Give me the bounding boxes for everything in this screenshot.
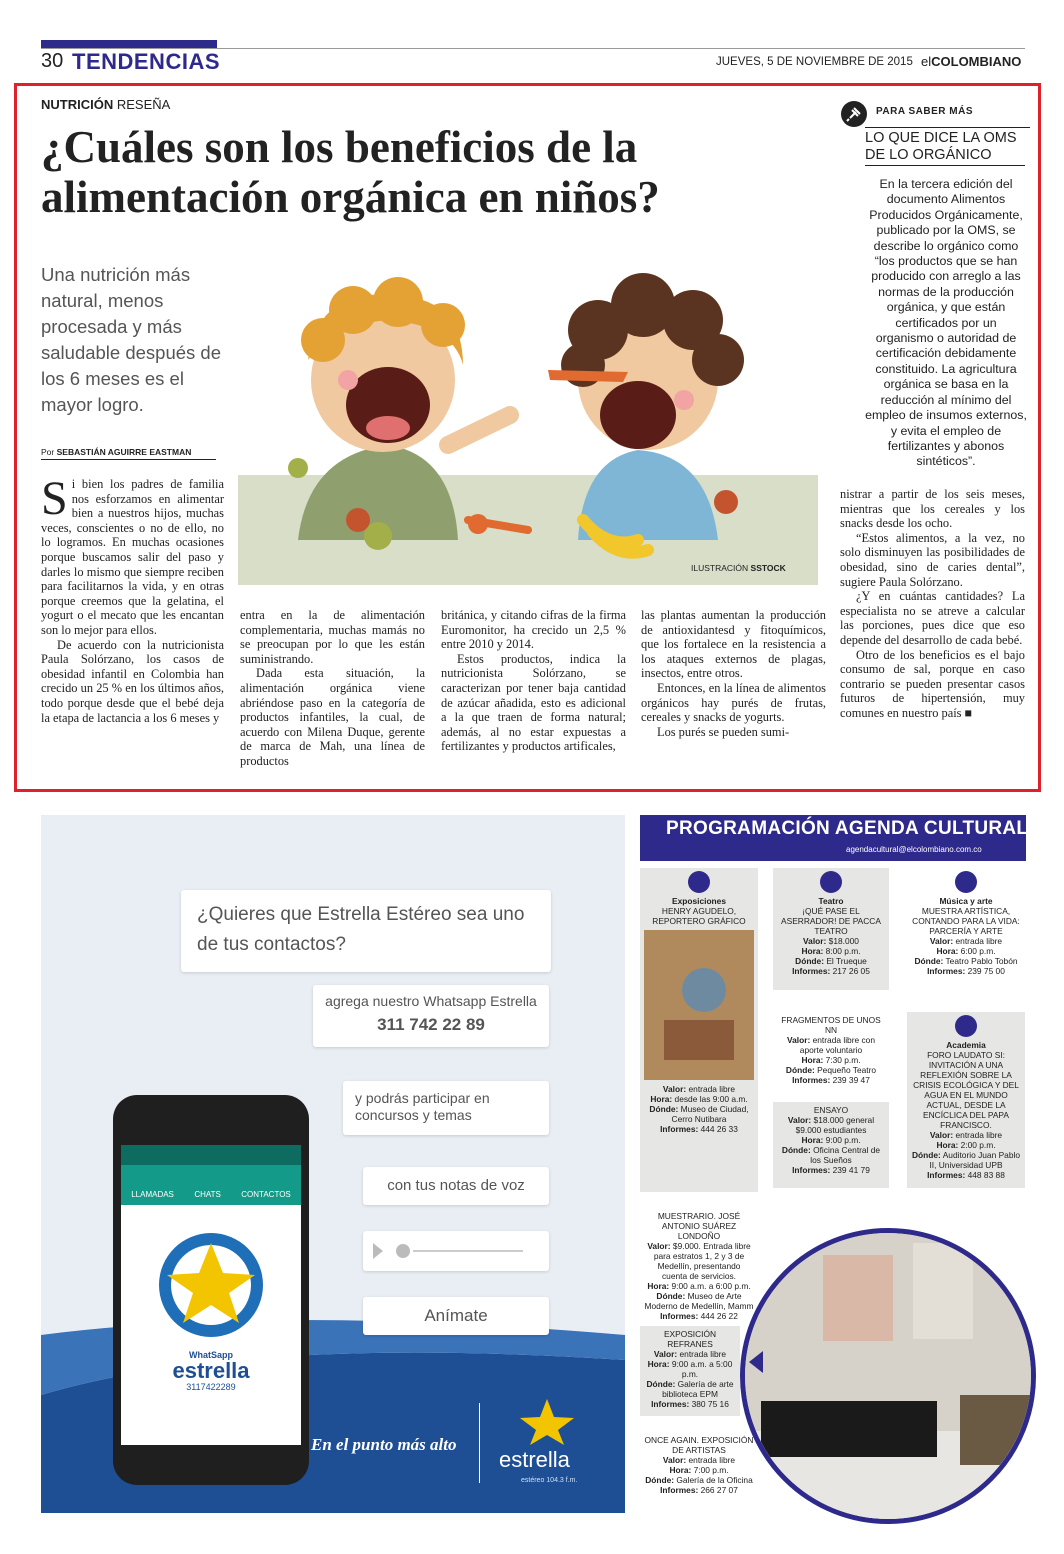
music-note-icon: [955, 871, 977, 893]
phone-screen: [121, 1145, 301, 1445]
article-paragraph: [41, 472, 224, 638]
label-informes: Informes:: [792, 1075, 831, 1085]
label-hora: Hora:: [647, 1359, 670, 1369]
label-donde: Dónde:: [645, 1475, 675, 1485]
label-valor: Valor:: [653, 1349, 678, 1359]
agenda-event-name: ONCE AGAIN. EXPOSICIÓN DE ARTISTAS: [644, 1435, 754, 1455]
label-valor: Valor:: [803, 936, 827, 946]
value-donde: Galería de arte biblioteca EPM: [662, 1379, 734, 1399]
article-paragraph: Los purés se pueden sumi-: [657, 724, 790, 739]
article-byline: [41, 447, 216, 460]
label-valor: Valor:: [929, 936, 954, 946]
label-informes: Informes:: [927, 966, 966, 976]
estrella-logo-star-icon: [517, 1397, 577, 1447]
agenda-heading: Teatro: [818, 896, 844, 906]
label-donde: Dónde:: [795, 956, 824, 966]
value-valor: entrada libre con aporte voluntario: [799, 1035, 875, 1055]
drop-cap: S: [41, 472, 68, 525]
label-hora: Hora:: [650, 1094, 673, 1104]
agenda-item-academia: [907, 1012, 1025, 1188]
header-accent-bar: [41, 40, 217, 48]
ad-bubble-contests: y podrás participar en concursos y temas: [343, 1081, 549, 1135]
value-donde: Pequeño Teatro: [817, 1065, 877, 1075]
paragraph-text: i bien los padres de familia nos esforzamos en alimentar bien a nuestros hijos, muchas veces, conscientes o no de ello, no lo logramos. En muchas ocasiones porque buscamos salir del paso y darles lo mismo que siempre reciben para facilitarnos la vida, y en otras porque creemos que la gelatina, el yogurt o el mecato que les encantan son lo mejor para ellos.: [41, 477, 224, 637]
label-hora: Hora:: [801, 1055, 824, 1065]
ad-phone-number: 311 742 22 89: [377, 1015, 485, 1034]
value-hora: 9:00 a.m. a 6:00 p.m.: [671, 1281, 751, 1291]
label-informes: Informes:: [927, 1170, 966, 1180]
agenda-event-name: EXPOSICIÓN REFRANES: [663, 1329, 717, 1349]
value-valor: entrada libre: [688, 1084, 736, 1094]
agenda-item-once-again: [640, 1432, 758, 1512]
kicker-topic: NUTRICIÓN: [41, 97, 114, 112]
byline-prefix: Por: [41, 447, 55, 457]
label-informes: Informes:: [660, 1311, 699, 1321]
agenda-item-ensayo: [773, 1102, 889, 1188]
ad-bubble-audio: [363, 1231, 549, 1271]
value-informes: 217 26 05: [832, 966, 870, 976]
agenda-item-musica: [907, 868, 1025, 998]
label-donde: Dónde:: [911, 1150, 941, 1160]
label-informes: Informes:: [660, 1124, 699, 1134]
agenda-heading: Exposiciones: [672, 896, 726, 906]
value-donde: Teatro Pablo Tobón: [945, 956, 1018, 966]
agenda-item-teatro: [773, 868, 889, 990]
article-kicker: [41, 97, 170, 112]
eye-icon: [688, 871, 710, 893]
label-donde: Dónde:: [646, 1379, 676, 1389]
label-donde: Dónde:: [649, 1104, 679, 1114]
estrella-advertisement: [41, 815, 625, 1513]
phone-status-bar: [121, 1145, 301, 1165]
article-paragraph: “Estos alimentos, a la vez, no solo disminuyen las posibilidades de obesidad, sino de caries dental”, sugiere Paula Solórzano.: [840, 530, 1025, 589]
value-hora: desde las 9:00 a.m.: [674, 1094, 748, 1104]
label-valor: Valor:: [787, 1035, 811, 1045]
article-paragraph: Estos productos, indica la nutricionista Solórzano, se caracterizan por tener baja cantidad de azúcar añadida, esto es adicional a la que traen de forma natural; además, al no estar expuestas a fertilizantes y productos artificales,: [441, 651, 626, 754]
phone-tab-chats: CHATS: [194, 1190, 221, 1199]
ad-divider: [479, 1403, 480, 1483]
value-hora: 6:00 p.m.: [960, 946, 996, 956]
article-paragraph: nistrar a partir de los seis meses, mientras que los cereales y los snacks desde los ocho.: [840, 487, 1025, 531]
byline-author: SEBASTIÁN AGUIRRE EASTMAN: [56, 447, 192, 457]
article-paragraph: Entonces, en la línea de alimentos orgánicos hay purés de frutas, cereales y snacks de yogurts.: [641, 680, 826, 725]
sidebar-rule: [865, 165, 1025, 166]
agenda-item-refranes: [640, 1326, 740, 1416]
publication-date: JUEVES, 5 DE NOVIEMBRE DE 2015: [716, 56, 913, 68]
article-column-1: [41, 472, 224, 725]
estrella-star-logo-icon: [121, 1205, 301, 1345]
label-donde: Dónde:: [656, 1291, 686, 1301]
value-informes: 444 26 33: [700, 1124, 738, 1134]
kicker-type: RESEÑA: [116, 97, 171, 112]
ad-bubble-contacts: ¿Quieres que Estrella Estéreo sea uno de tus contactos?: [181, 890, 551, 972]
value-hora: 9:00 p.m.: [825, 1135, 861, 1145]
agenda-item-exposiciones: [640, 868, 758, 1192]
phone-brand-number: 3117422289: [186, 1382, 236, 1392]
phone-brand-small: WhatSapp: [189, 1350, 233, 1360]
gallery-photo-circle: [740, 1228, 1036, 1524]
value-informes: 239 41 79: [832, 1165, 870, 1175]
phone-tab-calls: LLAMADAS: [131, 1190, 174, 1199]
article-dek: Una nutrición más natural, menos procesada y más saludable después de los 6 meses es el mayor logro.: [41, 264, 222, 415]
illustration-credit: [691, 563, 786, 573]
article-paragraph: ¿Y en cuántas cantidades? La especialista no se atreve a calcular las porciones, pues dice que eso depende del desarrollo de cada bebé.: [840, 589, 1025, 647]
pin-icon: [841, 101, 867, 127]
label-informes: Informes:: [792, 966, 831, 976]
label-donde: Dónde:: [785, 1065, 815, 1075]
phone-mockup: [113, 1095, 309, 1485]
ad-bubble-animate: Anímate: [363, 1297, 549, 1335]
theater-masks-icon: [820, 871, 842, 893]
article-paragraph: Otro de los beneficios es el bajo consumo de sal, porque en caso contrario se pueden presentar casos futuros de hipertensión, muy comunes en nuestro país ■: [840, 647, 1025, 720]
value-donde: Galería de la Oficina: [676, 1475, 753, 1485]
value-hora: 7:00 p.m.: [693, 1465, 729, 1475]
value-valor: $18.000: [828, 936, 859, 946]
agenda-item-fragmentos: [773, 1012, 889, 1084]
sidebar-body: En la tercera edición del documento Alimentos Producidos Orgánicamente, publicado por la OMS, se describe lo orgánico como “los productos que se han producido con arreglo a las normas de la producción orgánica, y que están certificados por un organismo o autoridad de certificación debidamente constituido. La agricultura orgánica se basa en la reducción al mínimo del empleo de insumos externos, y evita el empleo de fertilizantes y abonos sintéticos”.: [865, 177, 1027, 469]
label-informes: Informes:: [660, 1485, 699, 1495]
paper-prefix: el: [921, 54, 932, 69]
label-hora: Hora:: [801, 1135, 824, 1145]
value-informes: 239 39 47: [832, 1075, 870, 1085]
label-hora: Hora:: [801, 946, 824, 956]
label-valor: Valor:: [787, 1115, 812, 1125]
credit-source: SSTOCK: [750, 563, 786, 573]
agenda-event-name: FORO LAUDATO SI: INVITACIÓN A UNA REFLEXIÓN SOBRE LA CRISIS ECOLÓGICA Y DEL AGUA EN EL MUNDO ACTUAL, DESDE LA ENCÍCLICA DEL PAPA FRANCISCO.: [913, 1050, 1019, 1130]
value-hora: 2:00 p.m.: [960, 1140, 996, 1150]
pencil-icon: [955, 1015, 977, 1037]
label-valor: Valor:: [647, 1241, 671, 1251]
value-valor: $9.000. Entrada libre para estratos 1, 2 y 3 de Medellín, presentando cuenta de servicios.: [653, 1241, 751, 1281]
label-valor: Valor:: [662, 1455, 687, 1465]
agenda-title: PROGRAMACIÓN AGENDA CULTURAL: [666, 818, 1029, 839]
paper-title: COLOMBIANO: [931, 54, 1022, 69]
article-paragraph: las plantas aumentan la producción de antioxidantesd y fitoquímicos, que los fortalece en la resistencia a los ataques externos de plagas, insectos, entre otros.: [641, 608, 826, 681]
article-column-5: [840, 487, 1025, 721]
value-informes: 444 26 22: [700, 1311, 738, 1321]
triangle-pointer-icon: [749, 1351, 763, 1373]
value-valor: entrada libre: [679, 1349, 727, 1359]
gallery-artwork-photo: [745, 1233, 1035, 1523]
article-paragraph: De acuerdo con la nutricionista Paula Solórzano, los casos de obesidad infantil en Colombia han crecido un 25 % en los últimos años, todo porque desde que el bebé deja la etapa de lactancia a los 6 meses y: [41, 637, 224, 725]
ad-bubble-whatsapp: [313, 985, 549, 1047]
ad-bubble-voice: con tus notas de voz: [363, 1167, 549, 1205]
section-title: TENDENCIAS: [72, 49, 221, 74]
audio-player-icon: [363, 1231, 549, 1271]
value-donde: Auditorio Juan Pablo II, Universidad UPB: [929, 1150, 1020, 1170]
credit-prefix: ILUSTRACIÓN: [691, 563, 749, 573]
agenda-event-name: FRAGMENTOS DE UNOS NN: [781, 1015, 881, 1035]
agenda-event-name: ¡QUÉ PASE EL ASERRADOR! DE PACCA TEATRO: [781, 906, 881, 936]
label-donde: Dónde:: [781, 1145, 811, 1155]
value-donde: Oficina Central de los Sueños: [810, 1145, 881, 1165]
agenda-item-muestrario: [640, 1208, 758, 1321]
label-hora: Hora:: [936, 946, 959, 956]
value-informes: 448 83 88: [967, 1170, 1005, 1180]
ad-slogan: En el punto más alto: [311, 1435, 457, 1454]
article-headline: ¿Cuáles son los beneficios de la alimentación orgánica en niños?: [41, 122, 660, 222]
value-informes: 239 75 00: [967, 966, 1005, 976]
sidebar-tag: PARA SABER MÁS: [876, 106, 974, 117]
value-hora: 7:30 p.m.: [825, 1055, 861, 1065]
value-donde: Museo de Ciudad, Cerro Nutibara: [671, 1104, 749, 1124]
value-valor: entrada libre: [688, 1455, 736, 1465]
article-paragraph: británica, y citando cifras de la firma Euromonitor, ha crecido un 2,5 % entre 2010 y 2014.: [441, 608, 626, 652]
label-informes: Informes:: [792, 1165, 831, 1175]
ad-logo-name: estrella: [499, 1447, 570, 1472]
phone-brand: estrella: [172, 1358, 250, 1383]
value-donde: Museo de Arte Moderno de Medellín, Mamm: [644, 1291, 754, 1311]
article-column-2: [240, 608, 425, 769]
label-hora: Hora:: [647, 1281, 670, 1291]
article-column-4: [641, 608, 826, 739]
value-valor: $18.000 general $9.000 estudiantes: [795, 1115, 875, 1135]
sidebar-title: LO QUE DICE LA OMS DE LO ORGÁNICO: [865, 127, 1030, 164]
article-column-3: [441, 608, 626, 754]
value-informes: 380 75 16: [691, 1399, 729, 1409]
label-hora: Hora:: [936, 1140, 959, 1150]
agenda-email: agendacultural@elcolombiano.com.co: [846, 845, 982, 854]
value-hora: 8:00 p.m.: [825, 946, 861, 956]
agenda-event-name: MUESTRA ARTÍSTICA, CONTANDO PARA LA VIDA: PARCERÍA Y ARTE: [912, 906, 1020, 936]
kids-eating-illustration: [238, 240, 818, 585]
label-valor: Valor:: [929, 1130, 954, 1140]
phone-tabs: [121, 1165, 301, 1205]
ad-logo-sub: estéreo 104.3 f.m.: [521, 1477, 578, 1484]
value-donde: El Trueque: [826, 956, 867, 966]
agenda-event-name: ENSAYO: [813, 1105, 849, 1115]
article-paragraph: entra en la de alimentación complementaria, muchas mamás no se preocupan por lo que les están suministrando.: [240, 608, 425, 666]
value-informes: 266 27 07: [700, 1485, 738, 1495]
agenda-heading: Academia: [946, 1040, 986, 1050]
article-paragraph: Dada esta situación, la alimentación orgánica viene abriéndose paso en la categoría de productos infantiles, la cual, de acuerdo con Milena Duque, gerente de marca de Mah, una línea de productos: [240, 666, 425, 768]
agenda-event-name: MUESTRARIO. JOSÉ ANTONIO SUÁREZ LONDOÑO: [657, 1211, 741, 1241]
value-valor: entrada libre: [955, 1130, 1003, 1140]
agenda-heading: Música y arte: [939, 896, 993, 906]
label-hora: Hora:: [669, 1465, 692, 1475]
value-hora: 9:00 a.m. a 5:00 p.m.: [671, 1359, 733, 1379]
agenda-event-name: HENRY AGUDELO, REPORTERO GRÁFICO: [652, 906, 746, 926]
ad-bubble-text: agrega nuestro Whatsapp Estrella: [325, 993, 537, 1009]
newspaper-name: [921, 54, 1021, 69]
page-number: 30: [41, 50, 64, 72]
exhibition-photo: [644, 930, 754, 1080]
value-valor: entrada libre: [955, 936, 1003, 946]
label-informes: Informes:: [651, 1399, 690, 1409]
label-valor: Valor:: [662, 1084, 687, 1094]
phone-tab-contacts: CONTACTOS: [241, 1190, 291, 1199]
label-donde: Dónde:: [914, 956, 944, 966]
